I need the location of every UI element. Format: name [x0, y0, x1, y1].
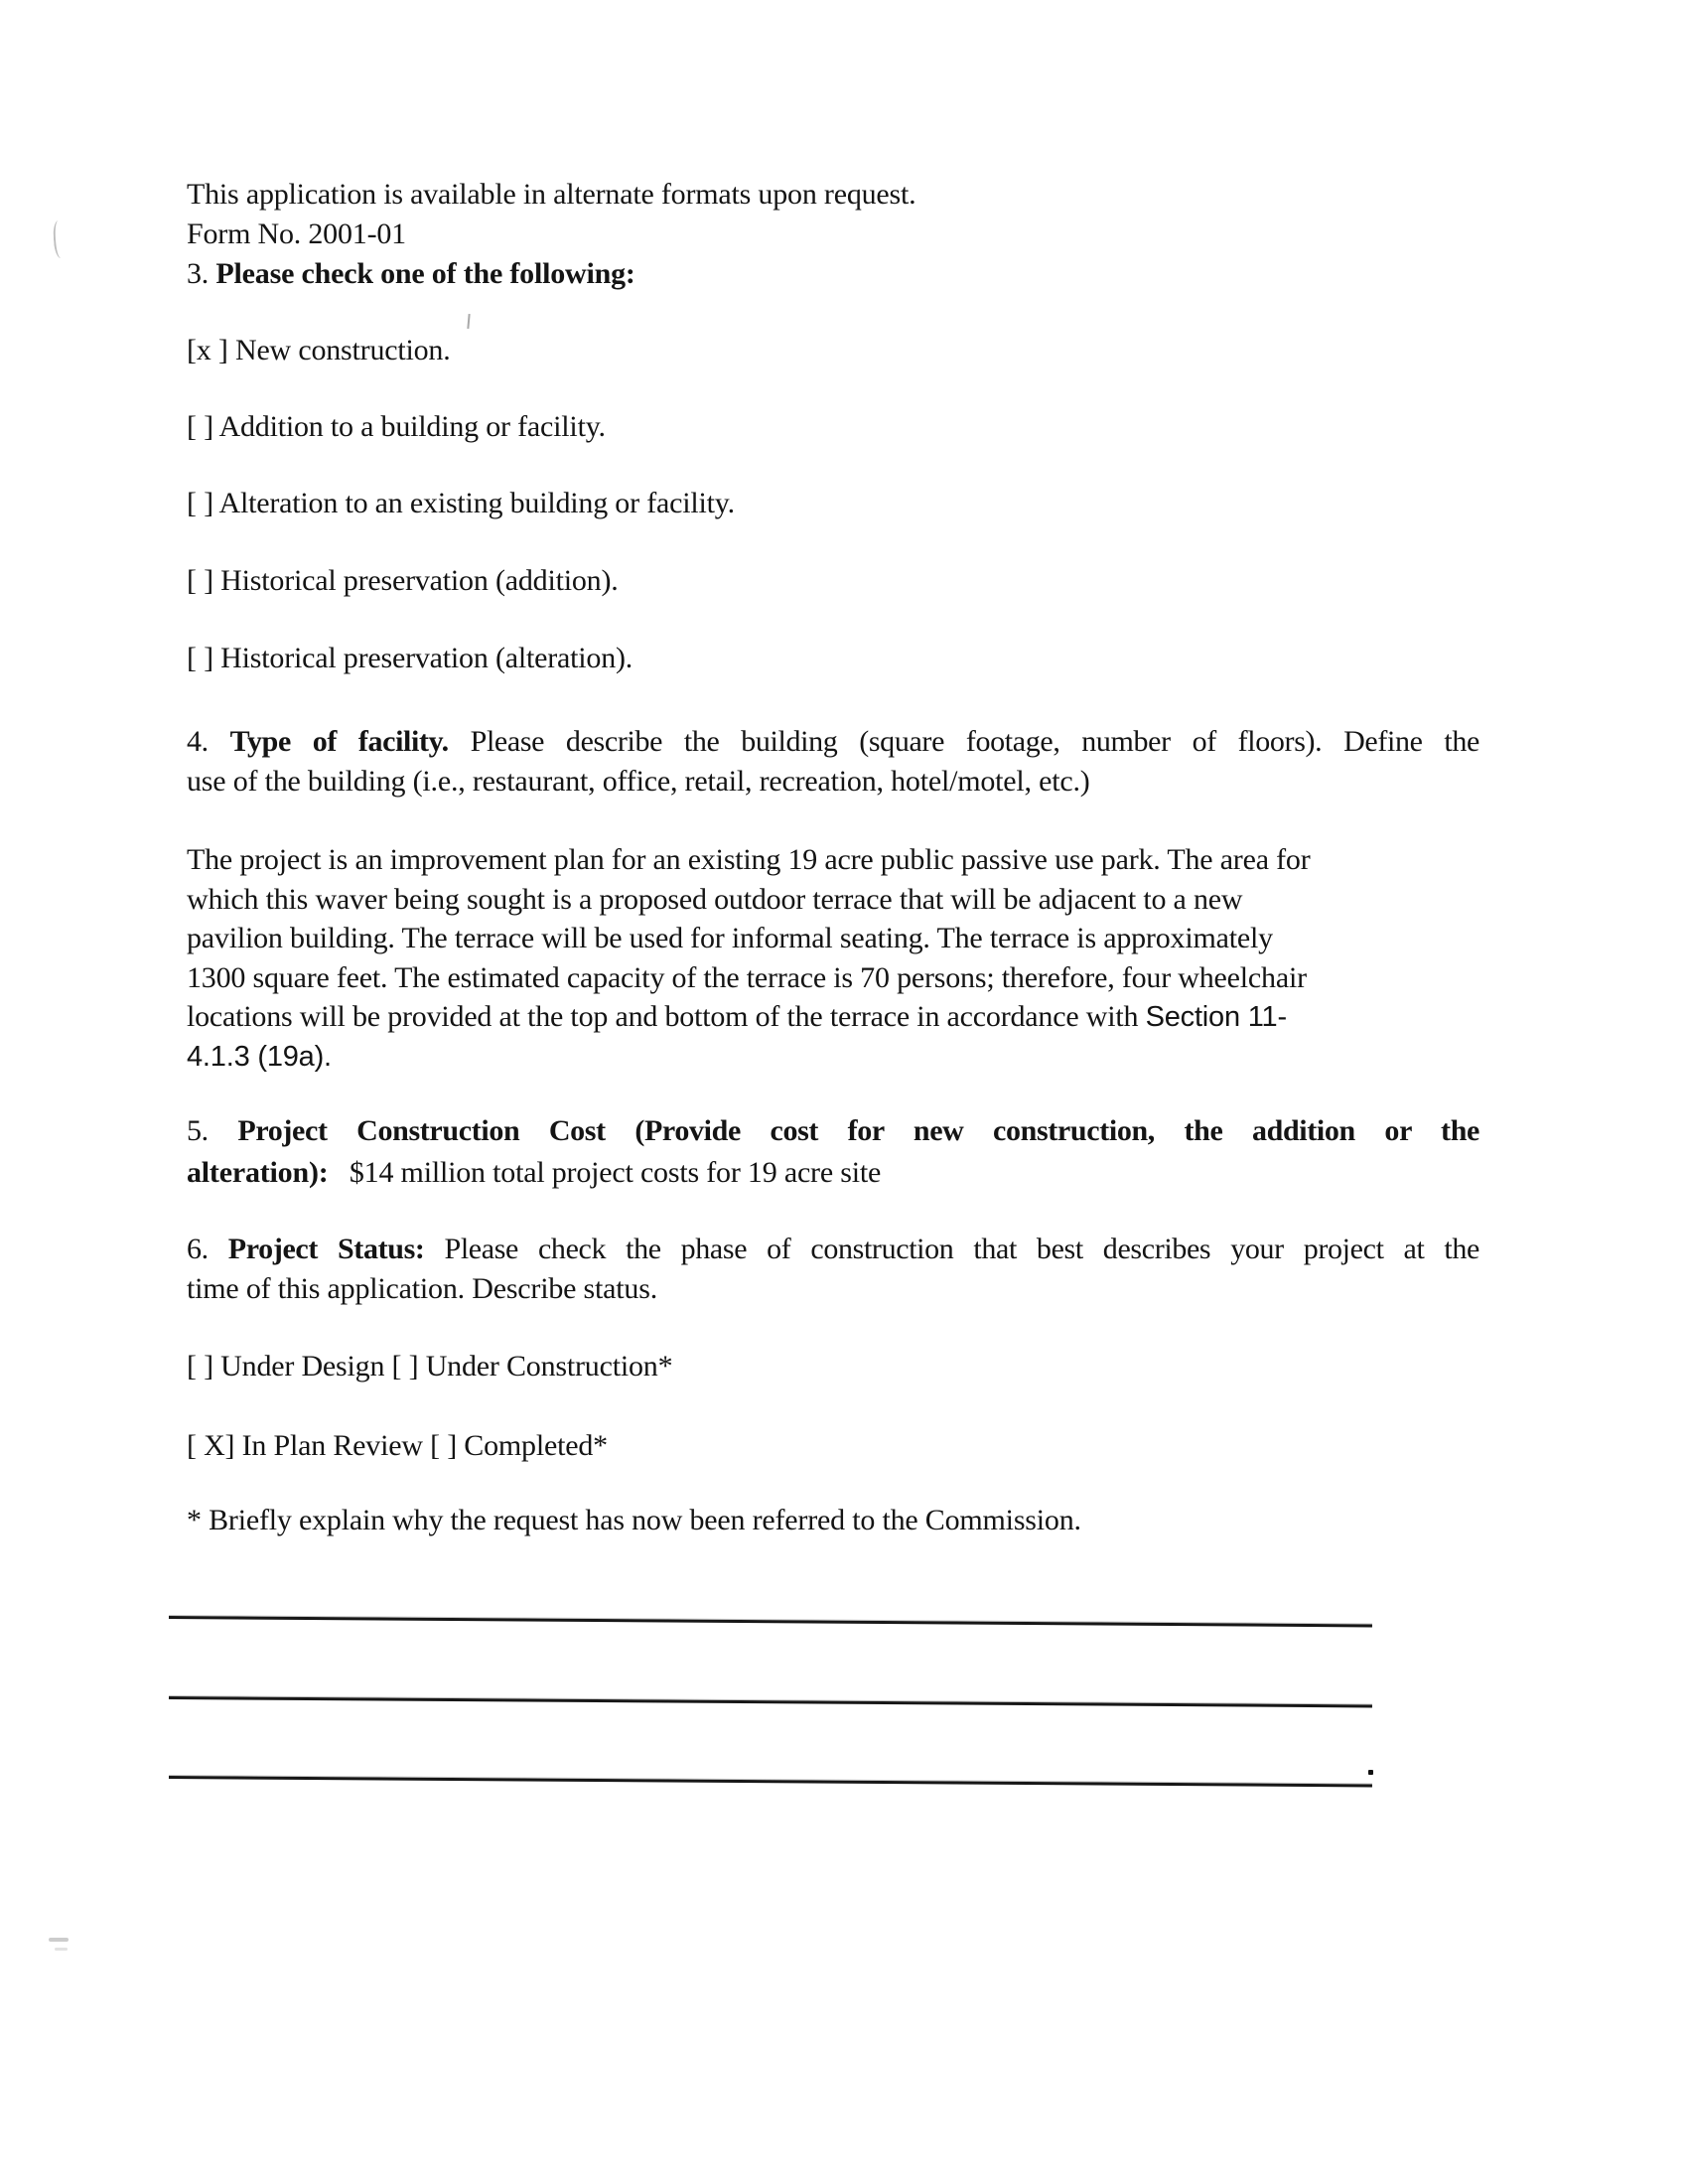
form-number: Form No. 2001-01 [187, 218, 406, 250]
answer-line-rule [169, 1696, 1372, 1707]
section-6-prompt-line2: time of this application. Describe status. [187, 1272, 657, 1305]
scan-artifact-tick [467, 314, 470, 329]
section-reference-part1: Section 11- [1145, 1001, 1287, 1033]
checkbox-option-new-construction: [x ] New construction. [187, 334, 451, 366]
section-5-title-line2: alteration): [187, 1156, 329, 1189]
paragraph-line: The project is an improvement plan for an existing 19 acre public passive use park. The area for [187, 843, 1311, 876]
section-4-title: Type of facility. [229, 725, 449, 758]
section-4-heading-line1 [187, 722, 1479, 762]
paragraph-line: which this waver being sought is a proposed outdoor terrace that will be adjacent to a new [187, 882, 1243, 916]
section-3-title: Please check one of the following: [215, 257, 635, 290]
section-3-number: 3. [187, 257, 210, 290]
checkbox-option-alteration: [ ] Alteration to an existing building or facility. [187, 487, 735, 519]
section-6-prompt-line1: Please check the phase of construction that best describes your project at the [444, 1233, 1479, 1265]
section-4-number: 4. [187, 725, 209, 758]
scan-artifact-smudge [49, 1938, 69, 1942]
checkbox-option-historical-alteration: [ ] Historical preservation (alteration). [187, 642, 633, 674]
answer-line-rule [169, 1616, 1372, 1627]
alternate-formats-note: This application is available in alternate formats upon request. [187, 178, 916, 211]
section-6-title: Project Status: [227, 1233, 425, 1265]
section-5-line2 [187, 1153, 1479, 1193]
status-footnote: * Briefly explain why the request has now been referred to the Commission. [187, 1504, 1081, 1536]
paragraph-line: locations will be provided at the top and bottom of the terrace in accordance with Section 11- [187, 1000, 1287, 1033]
paragraph-line: pavilion building. The terrace will be used for informal seating. The terrace is approximately [187, 922, 1273, 954]
section-4-prompt-line1: Please describe the building (square footage, number of floors). Define the [470, 725, 1479, 758]
section-5-number: 5. [187, 1114, 209, 1147]
scan-artifact-paren [53, 220, 68, 259]
status-options-line1: [ ] Under Design [ ] Under Construction* [187, 1350, 673, 1383]
section-6-number: 6. [187, 1233, 209, 1265]
section-4-prompt-line2: use of the building (i.e., restaurant, office, retail, recreation, hotel/motel, etc.) [187, 765, 1090, 798]
paragraph-line: 1300 square feet. The estimated capacity of the terrace is 70 persons; therefore, four wheelchair [187, 960, 1307, 994]
scan-artifact-smudge [55, 1948, 68, 1951]
checkbox-option-addition: [ ] Addition to a building or facility. [187, 410, 606, 443]
status-options-line2: [ X] In Plan Review [ ] Completed* [187, 1429, 608, 1462]
project-cost-value: $14 million total project costs for 19 acre site [349, 1156, 882, 1189]
section-4-answer-paragraph [187, 840, 1479, 1077]
stray-period-mark [1368, 1770, 1373, 1775]
answer-line-rule [169, 1776, 1372, 1787]
checkbox-option-historical-addition: [ ] Historical preservation (addition). [187, 564, 619, 597]
section-reference-part2: 4.1.3 (19a). [187, 1040, 332, 1073]
section-3-heading [187, 254, 1479, 294]
section-5-heading-line1 [187, 1111, 1479, 1151]
section-6-heading-line1 [187, 1230, 1479, 1269]
section-5-title-line1: Project Construction Cost (Provide cost for new construction, the addition or the [237, 1114, 1479, 1147]
